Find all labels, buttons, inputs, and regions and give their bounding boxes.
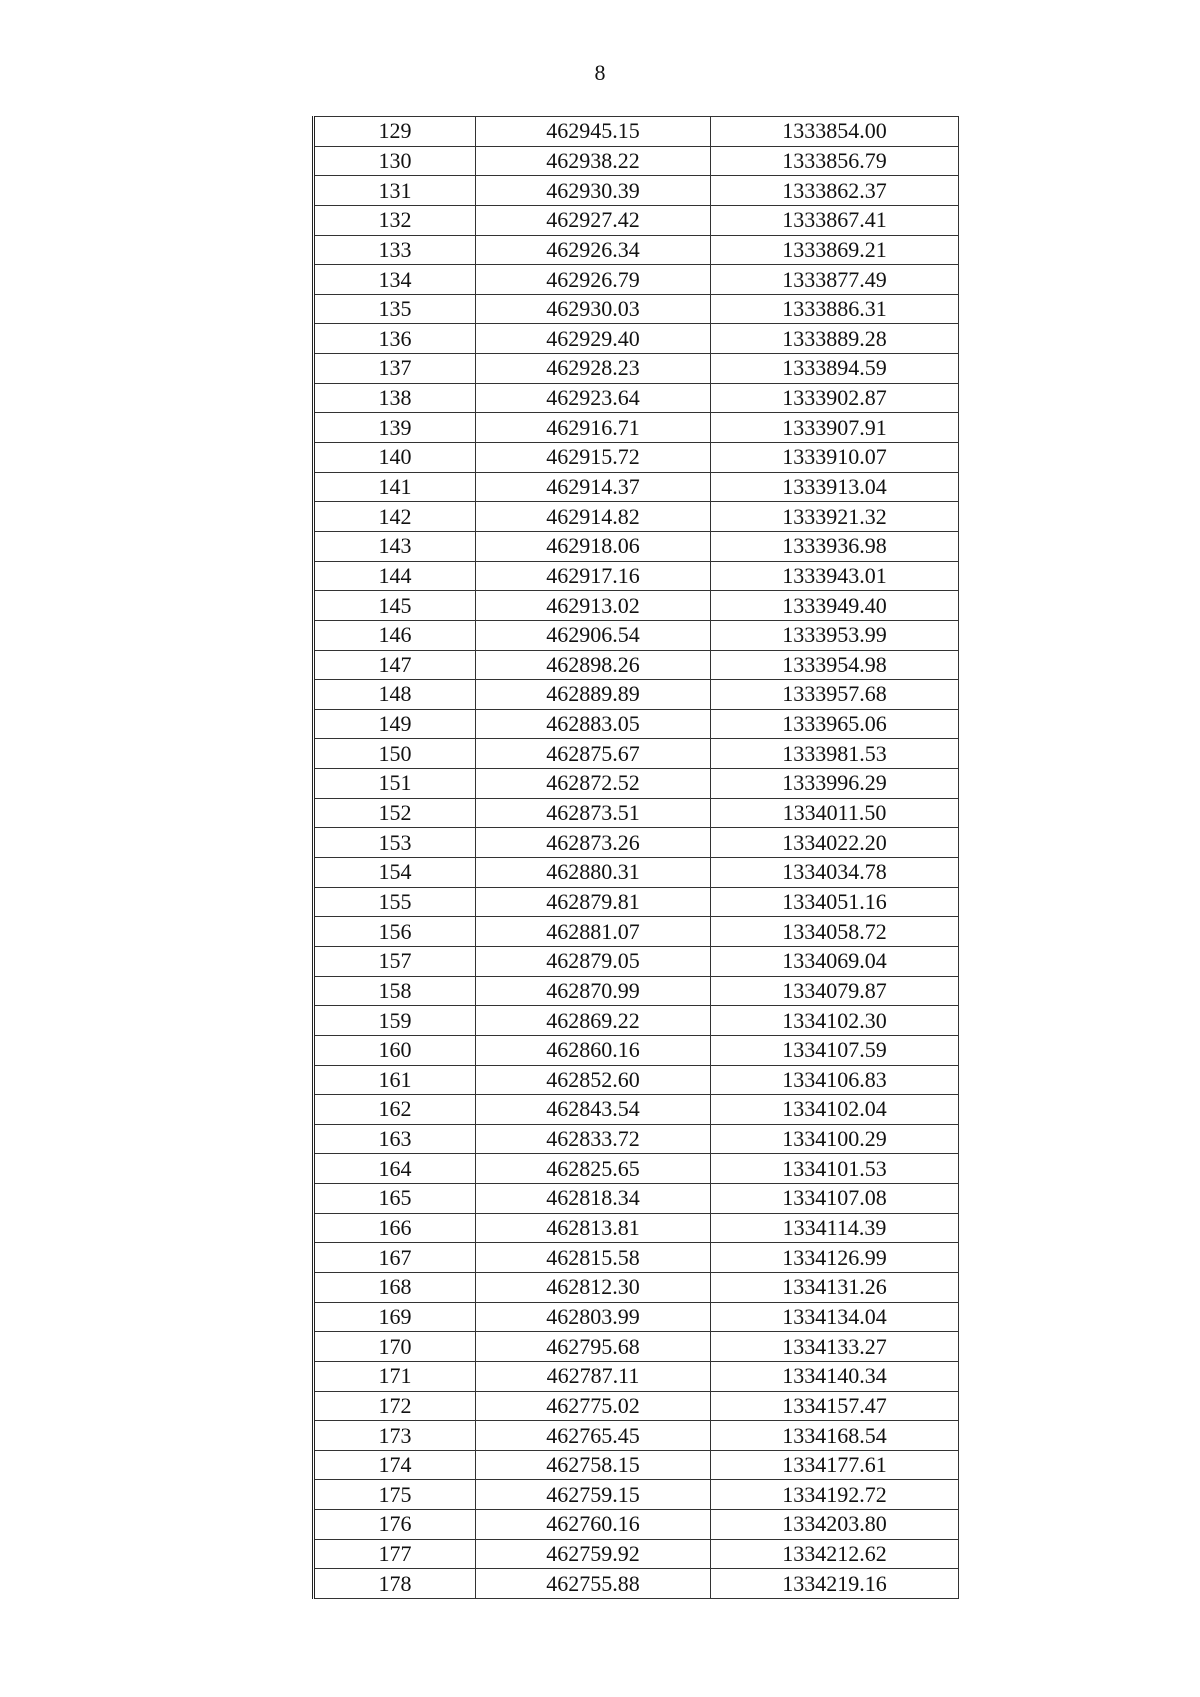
table-row [314, 502, 959, 532]
y-coordinate-cell: 1333877.49 [711, 265, 959, 295]
y-coordinate-cell: 1333869.21 [711, 235, 959, 265]
table-row [314, 1302, 959, 1332]
point-number-cell: 150 [314, 739, 476, 769]
x-coordinate-cell: 462883.05 [476, 709, 711, 739]
point-number-cell: 160 [314, 1035, 476, 1065]
point-number-cell: 149 [314, 709, 476, 739]
x-coordinate-cell: 462765.45 [476, 1421, 711, 1451]
table-row [314, 1184, 959, 1214]
point-number-cell: 153 [314, 828, 476, 858]
x-coordinate-cell: 462873.26 [476, 828, 711, 858]
table-row [314, 383, 959, 413]
table-row [314, 146, 959, 176]
y-coordinate-cell: 1334192.72 [711, 1480, 959, 1510]
y-coordinate-cell: 1333981.53 [711, 739, 959, 769]
y-coordinate-cell: 1333862.37 [711, 176, 959, 206]
point-number-cell: 165 [314, 1184, 476, 1214]
table-row [314, 1539, 959, 1569]
y-coordinate-cell: 1334101.53 [711, 1154, 959, 1184]
x-coordinate-cell: 462760.16 [476, 1510, 711, 1540]
x-coordinate-cell: 462833.72 [476, 1124, 711, 1154]
y-coordinate-cell: 1333894.59 [711, 354, 959, 384]
point-number-cell: 158 [314, 976, 476, 1006]
table-row [314, 1510, 959, 1540]
x-coordinate-cell: 462881.07 [476, 917, 711, 947]
table-row [314, 976, 959, 1006]
point-number-cell: 143 [314, 531, 476, 561]
y-coordinate-cell: 1334140.34 [711, 1361, 959, 1391]
table-row [314, 1124, 959, 1154]
x-coordinate-cell: 462898.26 [476, 650, 711, 680]
x-coordinate-cell: 462928.23 [476, 354, 711, 384]
point-number-cell: 152 [314, 798, 476, 828]
point-number-cell: 141 [314, 472, 476, 502]
point-number-cell: 168 [314, 1272, 476, 1302]
point-number-cell: 130 [314, 146, 476, 176]
table-row [314, 858, 959, 888]
x-coordinate-cell: 462873.51 [476, 798, 711, 828]
point-number-cell: 133 [314, 235, 476, 265]
y-coordinate-cell: 1333867.41 [711, 205, 959, 235]
table-row [314, 1450, 959, 1480]
point-number-cell: 145 [314, 591, 476, 621]
x-coordinate-cell: 462926.34 [476, 235, 711, 265]
point-number-cell: 173 [314, 1421, 476, 1451]
point-number-cell: 136 [314, 324, 476, 354]
point-number-cell: 147 [314, 650, 476, 680]
x-coordinate-cell: 462869.22 [476, 1006, 711, 1036]
point-number-cell: 172 [314, 1391, 476, 1421]
x-coordinate-cell: 462803.99 [476, 1302, 711, 1332]
x-coordinate-cell: 462930.03 [476, 294, 711, 324]
table-row [314, 531, 959, 561]
point-number-cell: 138 [314, 383, 476, 413]
table-row [314, 205, 959, 235]
table-row [314, 1065, 959, 1095]
x-coordinate-cell: 462916.71 [476, 413, 711, 443]
point-number-cell: 177 [314, 1539, 476, 1569]
point-number-cell: 166 [314, 1213, 476, 1243]
x-coordinate-cell: 462906.54 [476, 620, 711, 650]
x-coordinate-cell: 462915.72 [476, 443, 711, 473]
point-number-cell: 155 [314, 887, 476, 917]
point-number-cell: 171 [314, 1361, 476, 1391]
point-number-cell: 129 [314, 117, 476, 147]
point-number-cell: 164 [314, 1154, 476, 1184]
table-row [314, 680, 959, 710]
x-coordinate-cell: 462917.16 [476, 561, 711, 591]
table-row [314, 1361, 959, 1391]
table-row [314, 1480, 959, 1510]
table-row [314, 917, 959, 947]
x-coordinate-cell: 462755.88 [476, 1569, 711, 1599]
page-number: 8 [594, 60, 606, 85]
y-coordinate-cell: 1334126.99 [711, 1243, 959, 1273]
y-coordinate-cell: 1333902.87 [711, 383, 959, 413]
table-row [314, 561, 959, 591]
point-number-cell: 140 [314, 443, 476, 473]
point-number-cell: 167 [314, 1243, 476, 1273]
y-coordinate-cell: 1334107.59 [711, 1035, 959, 1065]
table-row [314, 1154, 959, 1184]
x-coordinate-cell: 462913.02 [476, 591, 711, 621]
point-number-cell: 132 [314, 205, 476, 235]
table-row [314, 1332, 959, 1362]
x-coordinate-cell: 462812.30 [476, 1272, 711, 1302]
point-number-cell: 163 [314, 1124, 476, 1154]
point-number-cell: 162 [314, 1095, 476, 1125]
point-number-cell: 175 [314, 1480, 476, 1510]
y-coordinate-cell: 1333856.79 [711, 146, 959, 176]
x-coordinate-cell: 462870.99 [476, 976, 711, 1006]
x-coordinate-cell: 462938.22 [476, 146, 711, 176]
y-coordinate-cell: 1333943.01 [711, 561, 959, 591]
point-number-cell: 157 [314, 946, 476, 976]
y-coordinate-cell: 1334034.78 [711, 858, 959, 888]
point-number-cell: 154 [314, 858, 476, 888]
table-row [314, 798, 959, 828]
y-coordinate-cell: 1333965.06 [711, 709, 959, 739]
x-coordinate-cell: 462929.40 [476, 324, 711, 354]
x-coordinate-cell: 462926.79 [476, 265, 711, 295]
table-row [314, 887, 959, 917]
y-coordinate-cell: 1334157.47 [711, 1391, 959, 1421]
y-coordinate-cell: 1334114.39 [711, 1213, 959, 1243]
point-number-cell: 146 [314, 620, 476, 650]
table-row [314, 324, 959, 354]
y-coordinate-cell: 1334133.27 [711, 1332, 959, 1362]
y-coordinate-cell: 1333949.40 [711, 591, 959, 621]
y-coordinate-cell: 1334107.08 [711, 1184, 959, 1214]
point-number-cell: 131 [314, 176, 476, 206]
x-coordinate-cell: 462930.39 [476, 176, 711, 206]
point-number-cell: 148 [314, 680, 476, 710]
y-coordinate-cell: 1334168.54 [711, 1421, 959, 1451]
x-coordinate-cell: 462818.34 [476, 1184, 711, 1214]
point-number-cell: 178 [314, 1569, 476, 1599]
table-row [314, 472, 959, 502]
table-row [314, 650, 959, 680]
x-coordinate-cell: 462914.37 [476, 472, 711, 502]
table-row [314, 176, 959, 206]
point-number-cell: 156 [314, 917, 476, 947]
point-number-cell: 176 [314, 1510, 476, 1540]
point-number-cell: 134 [314, 265, 476, 295]
y-coordinate-cell: 1334106.83 [711, 1065, 959, 1095]
x-coordinate-cell: 462945.15 [476, 117, 711, 147]
table-row [314, 769, 959, 799]
table-row [314, 1213, 959, 1243]
y-coordinate-cell: 1334212.62 [711, 1539, 959, 1569]
table-row [314, 739, 959, 769]
point-number-cell: 144 [314, 561, 476, 591]
table-row [314, 265, 959, 295]
y-coordinate-cell: 1334177.61 [711, 1450, 959, 1480]
y-coordinate-cell: 1333953.99 [711, 620, 959, 650]
x-coordinate-cell: 462918.06 [476, 531, 711, 561]
x-coordinate-cell: 462759.15 [476, 1480, 711, 1510]
y-coordinate-cell: 1334079.87 [711, 976, 959, 1006]
y-coordinate-cell: 1334100.29 [711, 1124, 959, 1154]
x-coordinate-cell: 462787.11 [476, 1361, 711, 1391]
coordinates-table-body [314, 117, 959, 1599]
x-coordinate-cell: 462815.58 [476, 1243, 711, 1273]
table-row [314, 1272, 959, 1302]
point-number-cell: 159 [314, 1006, 476, 1036]
x-coordinate-cell: 462872.52 [476, 769, 711, 799]
coordinates-table [312, 116, 959, 1599]
table-row [314, 1391, 959, 1421]
table-row [314, 828, 959, 858]
y-coordinate-cell: 1333954.98 [711, 650, 959, 680]
y-coordinate-cell: 1334011.50 [711, 798, 959, 828]
y-coordinate-cell: 1334058.72 [711, 917, 959, 947]
y-coordinate-cell: 1334051.16 [711, 887, 959, 917]
x-coordinate-cell: 462758.15 [476, 1450, 711, 1480]
table-row [314, 413, 959, 443]
table-row [314, 117, 959, 147]
y-coordinate-cell: 1333996.29 [711, 769, 959, 799]
y-coordinate-cell: 1333921.32 [711, 502, 959, 532]
y-coordinate-cell: 1334102.30 [711, 1006, 959, 1036]
table-row [314, 1095, 959, 1125]
point-number-cell: 137 [314, 354, 476, 384]
y-coordinate-cell: 1333910.07 [711, 443, 959, 473]
x-coordinate-cell: 462914.82 [476, 502, 711, 532]
y-coordinate-cell: 1333907.91 [711, 413, 959, 443]
table-row [314, 235, 959, 265]
table-row [314, 1421, 959, 1451]
x-coordinate-cell: 462879.05 [476, 946, 711, 976]
y-coordinate-cell: 1334219.16 [711, 1569, 959, 1599]
x-coordinate-cell: 462813.81 [476, 1213, 711, 1243]
table-row [314, 294, 959, 324]
y-coordinate-cell: 1334131.26 [711, 1272, 959, 1302]
y-coordinate-cell: 1334203.80 [711, 1510, 959, 1540]
x-coordinate-cell: 462875.67 [476, 739, 711, 769]
table-row [314, 1006, 959, 1036]
y-coordinate-cell: 1333936.98 [711, 531, 959, 561]
point-number-cell: 174 [314, 1450, 476, 1480]
point-number-cell: 169 [314, 1302, 476, 1332]
y-coordinate-cell: 1333854.00 [711, 117, 959, 147]
table-row [314, 1243, 959, 1273]
table-row [314, 946, 959, 976]
table-row [314, 354, 959, 384]
x-coordinate-cell: 462860.16 [476, 1035, 711, 1065]
point-number-cell: 135 [314, 294, 476, 324]
x-coordinate-cell: 462795.68 [476, 1332, 711, 1362]
table-row [314, 443, 959, 473]
point-number-cell: 139 [314, 413, 476, 443]
x-coordinate-cell: 462825.65 [476, 1154, 711, 1184]
table-row [314, 620, 959, 650]
point-number-cell: 170 [314, 1332, 476, 1362]
y-coordinate-cell: 1334022.20 [711, 828, 959, 858]
x-coordinate-cell: 462843.54 [476, 1095, 711, 1125]
table-row [314, 1569, 959, 1599]
y-coordinate-cell: 1333889.28 [711, 324, 959, 354]
x-coordinate-cell: 462759.92 [476, 1539, 711, 1569]
point-number-cell: 161 [314, 1065, 476, 1095]
table-row [314, 591, 959, 621]
point-number-cell: 142 [314, 502, 476, 532]
x-coordinate-cell: 462775.02 [476, 1391, 711, 1421]
x-coordinate-cell: 462889.89 [476, 680, 711, 710]
y-coordinate-cell: 1334134.04 [711, 1302, 959, 1332]
x-coordinate-cell: 462852.60 [476, 1065, 711, 1095]
y-coordinate-cell: 1334069.04 [711, 946, 959, 976]
x-coordinate-cell: 462927.42 [476, 205, 711, 235]
x-coordinate-cell: 462923.64 [476, 383, 711, 413]
table-row [314, 709, 959, 739]
y-coordinate-cell: 1333913.04 [711, 472, 959, 502]
x-coordinate-cell: 462880.31 [476, 858, 711, 888]
point-number-cell: 151 [314, 769, 476, 799]
y-coordinate-cell: 1334102.04 [711, 1095, 959, 1125]
y-coordinate-cell: 1333886.31 [711, 294, 959, 324]
table-row [314, 1035, 959, 1065]
y-coordinate-cell: 1333957.68 [711, 680, 959, 710]
x-coordinate-cell: 462879.81 [476, 887, 711, 917]
